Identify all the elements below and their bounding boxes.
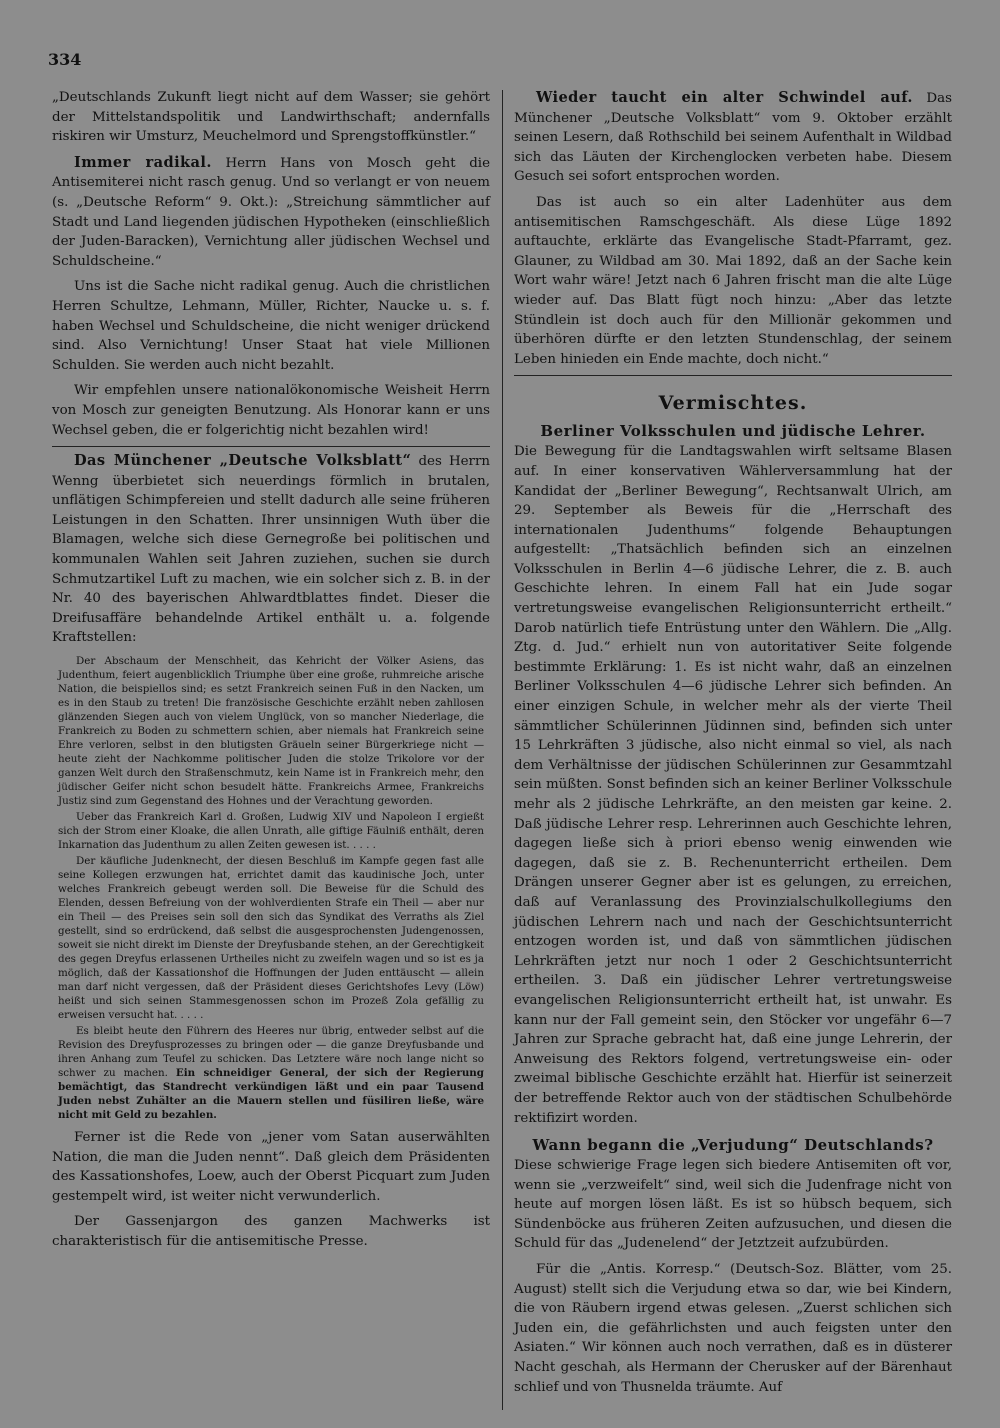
divider bbox=[514, 375, 952, 376]
quote-paragraph: „Deutschlands Zukunft liegt nicht auf dem Wasser; sie gehört der Mittelstandspolitik und Landwirthschaft; andernfalls riskiren wir Umsturz, Meuchelmord und Sprengstoffkünstler.“ bbox=[52, 90, 490, 145]
quoted-bold-text: Ein schneidiger General, der sich der Regierung bemächtigt, das Standrecht verkündigen läßt und ein paar Tausend Juden nebst Zuhälter an die Mauern stellen und füsiliren ließe, wäre nicht mit Geld zu bezahlen. bbox=[58, 1067, 484, 1122]
paragraph: Das ist auch so ein alter Ladenhüter aus dem antisemitischen Ramschgeschäft. Als diese Lüge 1892 auftauchte, erklärte das Evangelische Stadt-Pfarramt, gez. Glauner, zu Wildbad am 30. Mai 1892, daß an der Sache kein Wort wahr wäre! Jetzt nach 6 Jahren frischt man die alte Lüge wieder auf. Das Blatt fügt noch hinzu: „Aber das letzte Stündlein ist doch auch für den Millionär gekommen und überhören dürfte er den letzten Stundenschlag, der seinem Leben hinieden ein Ende machte, doch nicht.“ bbox=[514, 194, 952, 367]
paragraph: Die Bewegung für die Landtagswahlen wirft seltsame Blasen auf. In einer konservativen Wählerversammlung hat der Kandidat der „Berliner Bewegung“, Rechtsanwalt Ulrich, am 29. September als Beweis für die „Herrschaft des internationalen Judenthums“ folgende Behauptungen aufgestellt: „Thatsächlich befinden sich an einzelnen Volksschulen in Berlin 4—6 jüdische Lehrer, die z. B. auch Geschichte lehren. In einem Fall hat ein Jude sogar vertretungsweise evangelischen Religionsunterricht ertheilt.“ Darob natürlich tiefe Entrüstung unter den Wählern. Die „Allg. Ztg. d. Jud.“ erhielt nun von autoritativer Seite folgende bestimmte Erklärung: 1. Es ist nicht wahr, daß an einzelnen Berliner Volksschulen 4—6 jüdische Lehrer sich befinden. An einer einzigen Schule, in welcher mehr als der vierte Theil sämmtlicher Schülerinnen Jüdinnen sind, befinden sich unter 15 Lehrkräften 3 jüdische, also nicht einmal so viel, als nach dem Verhältnisse der jüdischen Schülerinnen zur Gesammtzahl sein müßten. Sonst befinden sich an keiner Berliner Volksschule mehr als 2 jüdische Lehrkräfte, an den meisten gar keine. 2. Daß jüdische Lehrer resp. Lehrerinnen auch Geschichte lehren, dagegen ließe sich à priori ebenso wenig einwenden wie dagegen, daß sie z. B. Rechenunterricht ertheilen. Dem Drängen unserer Gegner aber ist es gelungen, zu erreichen, daß auf Veranlassung des Provinzialschulkollegiums den jüdischen Lehrern nach und nach der Geschichtsunterricht entzogen worden ist, und daß von sämmtlichen jüdischen Lehrkräften jetzt nur noch 1 oder 2 Geschichtsunterricht ertheilen. 3. Daß ein jüdischer Lehrer vertretungsweise evangelischen Religionsunterricht ertheilt hat, ist unwahr. Es kann nur der Fall gemeint sein, den Stöcker vor ungefähr 6—7 Jahren zur Sprache gebracht hat, daß eine junge Lehrerin, der Anweisung des Rektors folgend, vertretungsweise ein- oder zweimal biblische Geschichte erzählt hat. Hierfür ist seinerzeit der betreffende Rektor auch von der städtischen Schulbehörde rektifizirt worden. bbox=[514, 444, 952, 1126]
paragraph: Wir empfehlen unsere nationalökonomische Weisheit Herrn von Mosch zur geneigten Benutzung. Als Honorar kann er uns Wechsel geben, die er folgerichtig nicht bezahlen wird! bbox=[52, 383, 490, 438]
divider bbox=[52, 446, 490, 447]
article-muenchener-volksblatt bbox=[52, 451, 490, 648]
article-title: Wann begann die „Verjudung“ Deutschlands? bbox=[532, 1136, 934, 1155]
paragraph: Der Gassenjargon des ganzen Machwerks ist charakteristisch für die antisemitische Presse. bbox=[52, 1214, 490, 1249]
article-text: des Herrn Wenng überbietet sich neuerdings förmlich in brutalen, unflätigen Schimpfereien und stellt dadurch alle seine früheren Leistungen in den Schatten. Ihrer unsinnigen Wuth über die Blamagen, welche sich diese Gernegroße bei politischen und kommunalen Wahlen seit Jahren zuziehen, suchen sie durch Schmutzartikel Luft zu machen, wie ein solcher sich z. B. in der Nr. 40 des bayerischen Ahlwardtblattes findet. Dieser die Dreifusaffäre behandelnde Artikel enthält u. a. folgende Kraftstellen: bbox=[52, 454, 490, 646]
quoted-paragraph: Der Abschaum der Menschheit, das Kehricht der Völker Asiens, das Judenthum, feiert augenblicklich Triumphe über eine große, ruhmreiche arische Nation, die beispiellos sind; es setzt Frankreich seinen Fuß in den Nacken, um es in den Staub zu treten! Die französische Geschichte erzählt neben zahllosen glänzenden Siegen auch von vielem Unglück, von so mancher Niederlage, die Frankreich zu Boden zu schmettern schien, aber niemals hat Frankreich seine Ehre verloren, selbst in den blutigsten Gräueln seiner Bürgerkriege nicht — heute zieht der Nachkomme politischer Juden die stolze Trikolore vor der ganzen Welt durch den Straßenschmutz, kein Name ist in Frankreich mehr, den jüdischer Geifer nicht schon besudelt hätte. Frankreichs Armee, Frankreichs Justiz sind zum Gegenstand des Hohnes und der Verachtung geworden. bbox=[58, 655, 484, 808]
left-column bbox=[52, 88, 490, 1258]
quoted-text: Es bleibt heute den Führern des Heeres nur übrig, entweder selbst auf die Revision des Dreyfusprozesses zu bringen oder — die ganze Dreyfusbande und ihren Anhang zum Teufel zu schicken. Das Letztere wäre noch lange nicht so schwer zu machen. bbox=[58, 1025, 484, 1080]
article-title: Wieder taucht ein alter Schwindel auf. bbox=[536, 89, 913, 106]
paragraph: Für die „Antis. Korresp.“ (Deutsch-Soz. Blätter, vom 25. August) stellt sich die Verjudung etwa so dar, wie bei Kindern, die von Räubern irgend etwas gelesen. „Zuerst schlichen sich Juden ein, die gefährlichsten und auch feigsten unter den Asiaten.“ Wir können auch noch verrathen, daß es in düsterer Nacht geschah, als Hermann der Cherusker auf der Bärenhaut schlief und von Thusnelda träumte. Auf bbox=[514, 1262, 952, 1395]
quoted-paragraph bbox=[58, 1024, 484, 1122]
article-title: Das Münchener „Deutsche Volksblatt“ bbox=[74, 452, 412, 470]
page-number: 334 bbox=[48, 50, 82, 69]
article-text: Das Münchener „Deutsche Volksblatt“ vom 9. Oktober erzählt seinen Lesern, daß Rothschild bei seinem Aufenthalt in Wildbad sich das Läuten der Kirchenglocken verbeten habe. Diesem Gesuch sei sofort entsprochen worden. bbox=[514, 91, 952, 185]
quoted-paragraph: Ueber das Frankreich Karl d. Großen, Ludwig XIV und Napoleon I ergießt sich der Strom einer Kloake, die allen Unrath, alle giftige Fäulniß enthält, deren Inkarnation das Judenthum zu allen Zeiten gewesen ist. . . . . bbox=[58, 811, 484, 852]
right-column bbox=[514, 88, 952, 1403]
section-title-vermischtes: Vermischtes. bbox=[658, 392, 808, 415]
article-immer-radikal bbox=[52, 153, 490, 272]
article-text: Herrn Hans von Mosch geht die Antisemiterei nicht rasch genug. Und so verlangt er von neuem (s. „Deutsche Reform“ 9. Okt.): „Streichung sämmtlicher auf Stadt und Land liegenden jüdischen Hypotheken (einschließlich der Juden-Baracken), Vernichtung aller jüdischen Wechsel und Schuldscheine.“ bbox=[52, 155, 490, 269]
article-title: Berliner Volksschulen und jüdische Lehrer. bbox=[540, 422, 926, 441]
column-divider bbox=[502, 90, 503, 1410]
paragraph: Diese schwierige Frage legen sich biedere Antisemiten oft vor, wenn sie „verzweifelt“ sind, weil sich die Judenfrage nicht von heute auf morgen lösen läßt. Es ist so hübsch bequem, sich Sündenböcke aus früheren Zeiten aufzusuchen, und diesen die Schuld für das „Judenelend“ der Jetztzeit aufzubürden. bbox=[514, 1158, 952, 1252]
paragraph: Uns ist die Sache nicht radikal genug. Auch die christlichen Herren Schultze, Lehmann, Müller, Richter, Naucke u. s. f. haben Wechsel und Schuldscheine, die nicht weniger drückend sind. Also Vernichtung! Unser Staat hat viele Millionen Schulden. Sie werden auch nicht bezahlt. bbox=[52, 279, 490, 373]
article-title: Immer radikal. bbox=[74, 153, 212, 171]
paragraph: Ferner ist die Rede von „jener vom Satan auserwählten Nation, die man die Juden nennt“. Daß gleich dem Präsidenten des Kassationshofes, Loew, auch der Oberst Picquart zum Juden gestempelt wird, ist weiter nicht verwunderlich. bbox=[52, 1130, 490, 1204]
quoted-paragraph: Der käufliche Judenknecht, der diesen Beschluß im Kampfe gegen fast alle seine Kollegen erzwungen hat, errichtet damit das kaudinische Joch, unter welches Frankreich gebeugt werden soll. Die Beweise für die Schuld des Elenden, dessen Befreiung von der wohlverdienten Strafe ein Theil — aber nur ein Theil — des Preises sein soll den sich das Syndikat des Verraths als Ziel gestellt, sind so erdrückend, daß selbst die ausgesprochensten Judengenossen, soweit sie nicht direkt im Dienste der Dreyfusbande stehen, an der Gerechtigkeit des gegen Dreyfus erlassenen Urtheiles nicht zu zweifeln wagen und so ist es ja möglich, daß der Kassationshof die Hoffnungen der Juden enttäuscht — allein man darf nicht vergessen, daß der Präsident dieses Gerichtshofes Levy (Löw) heißt und sich seinen Stammesgenossen schon im Prozeß Zola gefällig zu erweisen versucht hat. . . . . bbox=[58, 855, 484, 1022]
article-alter-schwindel bbox=[514, 88, 952, 187]
